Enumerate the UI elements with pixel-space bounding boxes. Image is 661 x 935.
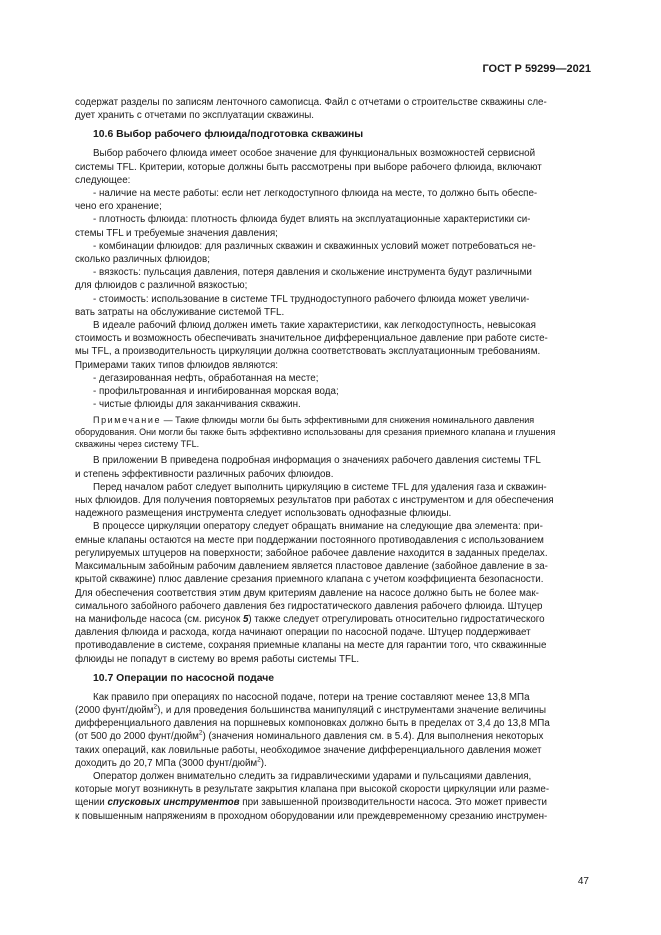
list-item: - стоимость: использование в системе TFL труднодоступного рабочего флюида может увеличи- вать затраты на обслуживание системой TFL. [75,293,530,318]
paragraph: Оператор должен внимательно следить за гидравлическими ударами и пульсациями давления, которые могут возникнуть в результате закрытия клапана при высокой скорости циркуляции или разме- щении спусковых инструментов при завышенной производительности насоса. Это может привести к повышенным напряжениям в проходном оборудовании или преждевременному срезанию инструмен- [75,770,550,822]
paragraph: Выбор рабочего флюида имеет особое значение для функциональных возможностей сервисной системы TFL. Критерии, которые должны быть рассмотрены при выборе рабочего флюида, включают следующее: [75,148,542,186]
paragraph: В приложении В приведена подробная информация о значениях рабочего давления системы TFL и степень эффективности различных рабочих флюидов. [75,455,541,480]
list-item: - чистые флюиды для заканчивания скважин. [93,399,301,411]
list-item: - плотность флюида: плотность флюида будет влиять на эксплуатационные характеристики си- стемы TFL и требуемые значения давления; [75,214,531,239]
paragraph: В процессе циркуляции оператору следует обращать внимание на следующие два элемента: при- емные клапаны остаются на месте при поддержании постоянного противодавления с использованием регулируемых штуцеров на поверхности; забойное рабочее давление находится в заданных пределах. Максимальным забойным рабочим давлением является пластовое давление (забойное давление в за- крытой скважине) плюс давление срезания приемного клапана с учетом коэффициента безопасности. Для обеспечения соответствия этим двум критериям давление на насосе должно быть не более мак- симального забойного рабочего давления без гидростатического давления рабочего флюида. Штуцер на манифольде насоса (см. рисунок 5) также следует отрегулировать относительно гидростатического давления флюида и расхода, когда начинают операции по насосной подаче. Штуцер поддерживает противодавление в системе, сохраняя приемные клапаны на месте для гарантии того, что скважинные флюиды не попадут в систему во время работы системы TFL. [75,521,548,665]
page-content [75,96,585,823]
section-title-10-7: 10.7 Операции по насосной подаче [93,672,275,684]
list-item: - профильтрованная и ингибированная морская вода; [93,386,339,398]
list-item: - наличие на месте работы: если нет легкодоступного флюида на месте, то должно быть обеспе- чено его хранение; [75,188,538,213]
paragraph: В идеале рабочий флюид должен иметь такие характеристики, как легкодоступность, невысокая стоимость и возможность обеспечивать значительное дифференциальное давление при работе систе- мы TFL, а производительность циркуляции должна соответствовать эксплуатационным требованиям. Примерами таких типов флюидов являются: [75,320,548,371]
note: Примечание — Такие флюиды могли бы быть эффективными для снижения номинального давления оборудования. Они могли бы также быть эффективно использованы для срезания приемного клапана и глушения скважины через систему TFL. [75,415,556,450]
list-item: - дегазированная нефть, обработанная на месте; [93,372,319,384]
note-label: Примечание [93,415,162,426]
page-number: 47 [577,876,589,887]
intro-paragraph: содержат разделы по записям ленточного самописца. Файл с отчетами о строительстве скважины сле- дует хранить с отчетами по эксплуатации скважины. [75,97,547,122]
figure-reference: 5 [242,613,249,625]
section-title-10-6: 10.6 Выбор рабочего флюида/подготовка скважины [93,129,364,141]
list-item: - вязкость: пульсация давления, потеря давления и скольжение инструмента будут различными для флюидов с различной вязкостью; [75,267,532,292]
list-item: - комбинации флюидов: для различных скважин и скважинных условий может потребоваться не- сколько различных флюидов; [75,240,536,266]
paragraph: Перед началом работ следует выполнить циркуляцию в системе TFL для удаления газа и скважин- ных флюидов. Для получения повторяемых результатов при работах с инструментом и для обеспечения надежного размещения инструмента следует использовать однофазные флюиды. [75,481,554,520]
standard-number: ГОСТ Р 59299—2021 [482,63,591,75]
paragraph: Как правило при операциях по насосной подаче, потери на трение составляют менее 13,8 МПа (2000 фунт/дюйм$^2$), и для проведения большинства манипуляций с инструментами значение величины дифференциального давления на поршневых компоновках должно быть в пределах от 3,4 до 13,8 МПа (от 500 до 2000 фунт/дюйм$^2$) (значения номинального давления см. в 5.4). Для выполнения некоторых таких операций, как ловильные работы, необходимое значение дифференциального давления может доходить до 20,7 МПа (3000 фунт/дюйм$^2$). [75,691,550,769]
emphasis-term: спусковых инструментов [107,797,240,809]
